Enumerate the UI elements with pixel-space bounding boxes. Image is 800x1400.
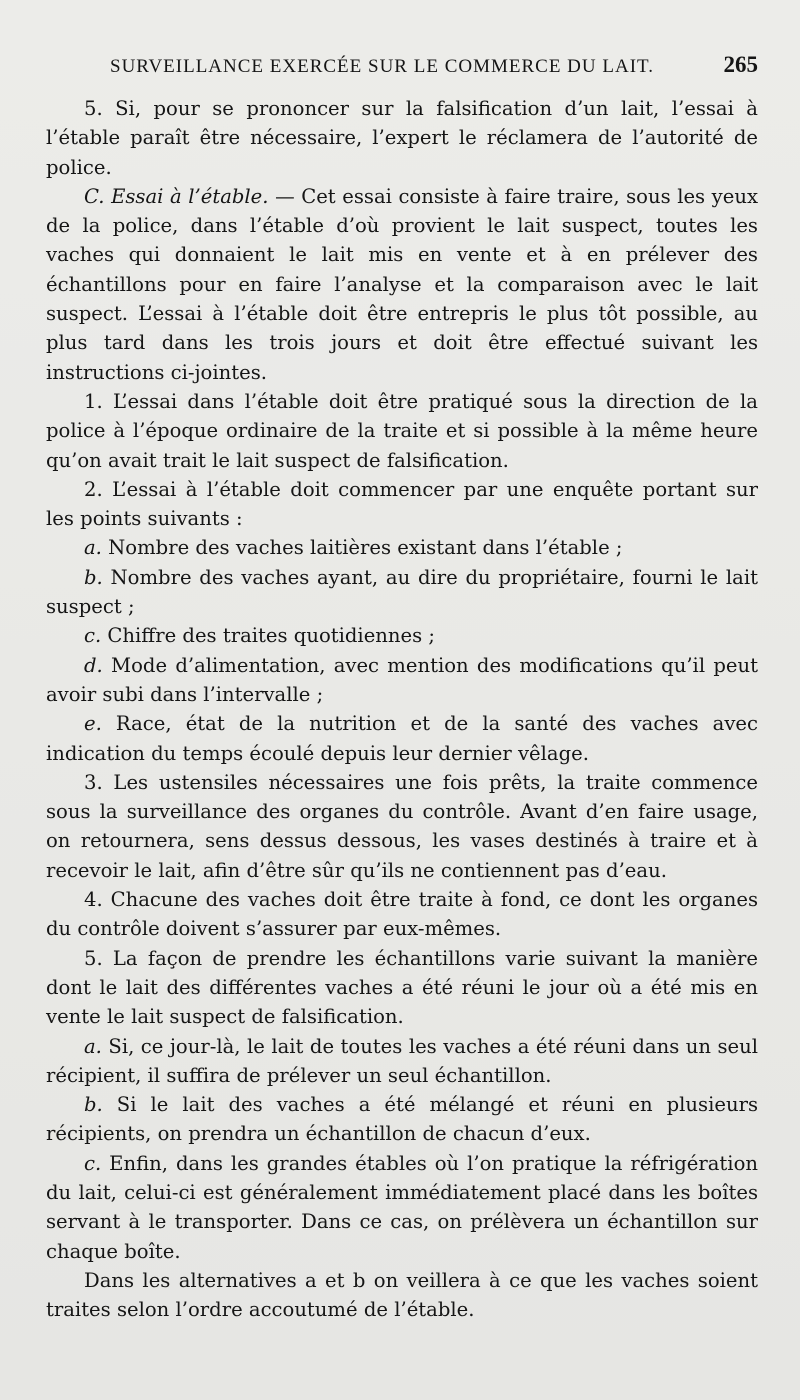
- paragraph: 5. Si, pour se prononcer sur la falsification d’un lait, l’essai à l’étable paraît être nécessaire, l’expert le réclamera de l’autorité de police.: [46, 97, 758, 179]
- paragraph: Dans les alternatives a et b on veillera à ce que les vaches soient traites selon l’ordre accoutumé de l’étable.: [46, 1268, 758, 1322]
- list-item: e. Race, état de la nutrition et de la santé des vaches avec indication du temps écoulé depuis leur dernier vêlage.: [46, 712, 758, 765]
- page-number: 265: [723, 52, 758, 77]
- list-item: c. Chiffre des traites quotidiennes ;: [84, 624, 436, 648]
- running-title: SURVEILLANCE EXERCÉE SUR LE COMMERCE DU LAIT.: [110, 56, 654, 77]
- list-item: b. Si le lait des vaches a été mélangé et réuni en plusieurs récipients, on prendra un échantillon de chacun d’eux.: [46, 1093, 758, 1146]
- paragraph: 2. L’essai à l’étable doit commencer par une enquête portant sur les points suivants :: [46, 477, 758, 531]
- paragraph: 1. L’essai dans l’étable doit être pratiqué sous la direction de la police à l’époque ordinaire de la traite et si possible à la même heure qu’on avait trait le lait suspect de falsification.: [46, 389, 758, 472]
- section-heading: C. Essai à l’étable.: [84, 184, 269, 208]
- paragraph: 3. Les ustensiles nécessaires une fois prêts, la traite commence sous la surveillance des organes du contrôle. Avant d’en faire usage, on retournera, sens dessus dessous, les vases destinés à traire et à recevoir le lait, afin d’être sûr qu’ils ne contiennent pas d’eau.: [46, 770, 758, 882]
- body-text: [46, 94, 758, 1324]
- list-item: a. Si, ce jour-là, le lait de toutes les vaches a été réuni dans un seul récipient, il suffira de prélever un seul échantillon.: [46, 1034, 758, 1087]
- paragraph: 4. Chacune des vaches doit être traite à fond, ce dont les organes du contrôle doivent s’assurer par eux-mêmes.: [46, 888, 758, 941]
- list-item: c. Enfin, dans les grandes étables où l’on pratique la réfrigération du lait, celui-ci est généralement immédiatement placé dans les boîtes servant à le transporter. Dans ce cas, on prélèvera un échantillon sur chaque boîte.: [46, 1151, 758, 1263]
- list-item: d. Mode d’alimentation, avec mention des modifications qu’il peut avoir subi dans l’intervalle ;: [46, 653, 758, 706]
- paragraph: 5. La façon de prendre les échantillons varie suivant la manière dont le lait des différentes vaches a été réuni le jour où a été mis en vente le lait suspect de falsification.: [46, 946, 758, 1029]
- running-header: [110, 52, 758, 78]
- list-item: a. Nombre des vaches laitières existant dans l’étable ;: [84, 536, 623, 560]
- list-item: b. Nombre des vaches ayant, au dire du propriétaire, fourni le lait suspect ;: [46, 565, 758, 619]
- paragraph: C. Essai à l’étable. — Cet essai consiste à faire traire, sous les yeux de la police, dans l’étable d’où provient le lait suspect, toutes les vaches qui donnaient le lait mis en vente et à en prélever des échantillons pour en faire l’analyse et la comparaison avec le lait suspect. L’essai à l’étable doit être entrepris le plus tôt possible, au plus tard dans les trois jours et doit être effectué suivant les instructions ci-jointes.: [46, 184, 759, 384]
